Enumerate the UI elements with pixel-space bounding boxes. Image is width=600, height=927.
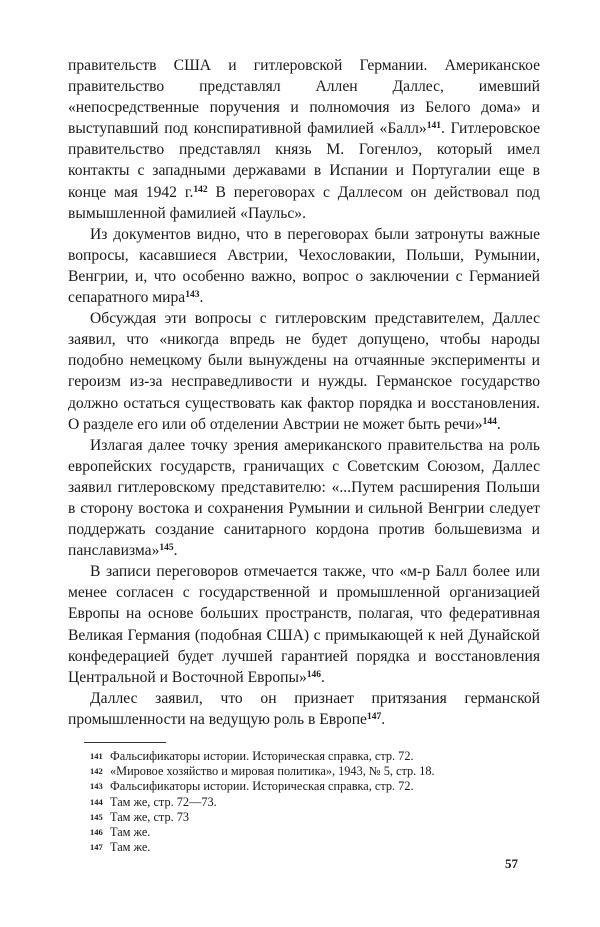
footnote: [68, 779, 540, 794]
footnotes: [68, 749, 540, 855]
footnote-ref: 144: [482, 416, 497, 427]
footnote: [68, 795, 540, 810]
footnote-ref: 143: [185, 290, 200, 301]
footnote-text: «Мировое хозяйство и мировая политика», 1943, № 5, стр. 18.: [110, 764, 435, 779]
footnote-rule: [84, 742, 166, 743]
footnote-ref: 147: [366, 711, 382, 722]
text-run: В записи переговоров отмечается также, что «м-р Балл более или менее согласен с государственной и промышленной организацией Европы на основе больших пространств, полагая, что федеративная Великая Германия (подобная США) с примыкающей к ней Дунайской конфедерацией будет лучшей гарантией порядка и восстановления Центральной и Восточной Европы»: [68, 563, 540, 686]
text-run: Обсуждая эти вопросы с гитлеровским представителем, Даллес заявил, что «никогда впредь не будет допущено, чтобы народы подобно немецкому были вынуждены на отчаянные эксперименты и героизм из-за несправедливости и нужды. Германское государство должно остаться существовать как фактор порядка и восстановления. О разделе его или об отделении Австрии не может быть речи»: [68, 310, 540, 433]
text-run: Из документов видно, что в переговорах были затронуты важные вопросы, касавшиеся Австрии, Чехословакии, Польши, Румынии, Венгрии, и, что особенно важно, вопрос о заключении с Германией сепаратного мира: [68, 225, 540, 307]
text-run: .: [173, 542, 178, 560]
footnote-ref: 146: [306, 669, 321, 680]
footnote-text: Там же.: [110, 840, 151, 855]
footnote: [68, 825, 540, 840]
footnote-text: Фальсификаторы истории. Историческая справка, стр. 72.: [110, 749, 414, 763]
text-run: .: [496, 415, 501, 433]
footnote-number: 146: [90, 827, 103, 838]
footnote-number: 141: [90, 751, 103, 761]
paragraph: [68, 224, 540, 308]
paragraph: [68, 435, 540, 562]
footnote-text: Там же.: [110, 825, 151, 840]
footnote-ref: 142: [193, 184, 208, 195]
footnote: [68, 840, 540, 855]
footnote-number: 143: [90, 781, 103, 792]
paragraph: [68, 688, 540, 730]
text-run: . Гитлеровское правительство представлял князь М. Гогенлоэ, который имел контакты с западными державами в Испании и Португалии еще в конце мая 1942 г.: [68, 120, 540, 201]
paragraph: [68, 561, 540, 688]
page-number: 57: [505, 856, 518, 871]
text-run: .: [321, 668, 325, 686]
footnote-text: Там же, стр. 72—73.: [110, 794, 217, 809]
page-body: [68, 55, 540, 855]
footnote-number: 145: [90, 811, 103, 822]
footnote: [68, 749, 540, 764]
text-run: .: [199, 289, 204, 307]
footnote-ref: 145: [159, 543, 174, 554]
text-run: Даллес заявил, что он признает притязания германской промышленности на ведущую роль в Европе: [68, 689, 540, 728]
footnote-text: Там же, стр. 73: [110, 809, 190, 824]
paragraph: [68, 55, 540, 224]
text-run: правительств США и гитлеровской Германии. Американское правительство представлял Аллен Даллес, имевший «непосредственные поручения и полномочия из Белого дома» и выступавший под конспиративной фамилией «Балл»: [68, 57, 540, 138]
footnote-text: Фальсификаторы истории. Историческая справка, стр. 72.: [110, 779, 414, 794]
footnote-ref: 141: [426, 121, 441, 132]
main-text: [68, 55, 540, 730]
footnote: [68, 764, 540, 779]
text-run: В переговорах с Даллесом он действовал под вымышленной фамилией «Паульс».: [68, 183, 540, 222]
paragraph: [68, 308, 540, 435]
footnote-number: 147: [90, 842, 103, 853]
footnote: [68, 810, 540, 825]
footnote-number: 142: [90, 766, 103, 777]
text-run: .: [381, 710, 386, 728]
text-run: Излагая далее точку зрения американского правительства на роль европейских государств, граничащих с Советским Союзом, Даллес заявил гитлеровскому представителю: «...Путем расширения Польши в сторону востока и сохранения Румынии и сильной Венгрии следует поддержать создание санитарного кордона против большевизма и панславизма»: [68, 436, 540, 560]
footnote-number: 144: [90, 796, 103, 807]
